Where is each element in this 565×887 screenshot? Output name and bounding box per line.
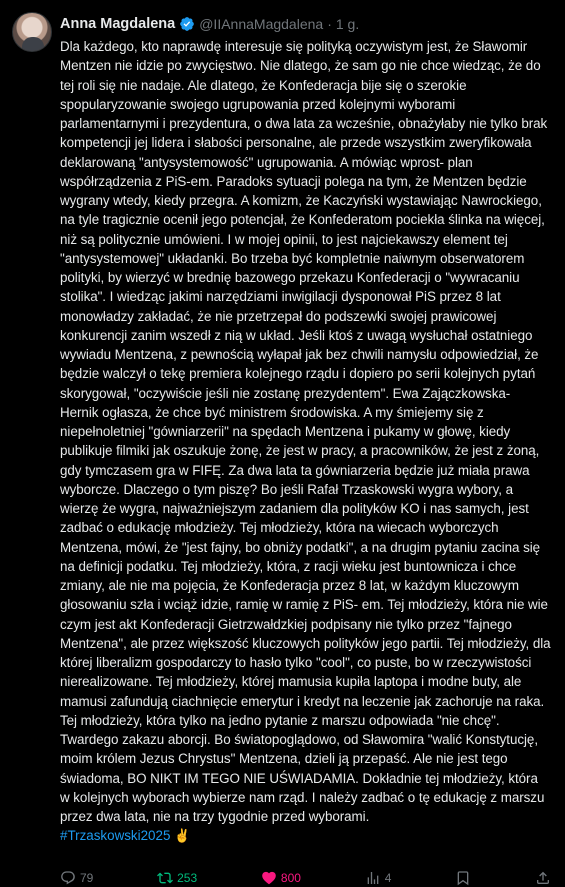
views-button[interactable]: [365, 870, 392, 886]
reply-button[interactable]: [60, 870, 93, 886]
share-button[interactable]: [535, 870, 551, 886]
tweet-content: [60, 12, 551, 879]
avatar-column: [12, 12, 52, 879]
like-icon: [261, 870, 277, 886]
views-count: 4: [384, 871, 392, 885]
tweet-text: Dla każdego, kto naprawdę interesuje się polityką oczywistym jest, że Sławomir Mentzen nie idzie po zwycięstwo. Nie dlatego, że sam go nie chce wiedząc, że do tej roli się nie nadaje. Ale dlatego, że Konfederacja bije się o szerokie spopularyzowanie swojego ugrupowania przed kolejnymi wyborami parlamentarnymi i prezydentura, o dwa lata za wcześnie, obnażyłaby nie tylko brak kompetencji jej lidera i słabości personalne, ale przede wszystkim zweryfikowała deklarowaną "antysystemowość" ugrupowania. A mówiąc wprost- plan współrządzenia z PiS-em. Paradoks sytuacji polega na tym, że Mentzen będzie wygrany wtedy, kiedy przegra. A komizm, że Kaczyński wystawiając Nawrockiego, na tyle tragicznie ocenił jego potencjał, że Konfederatom pociekła ślinka na więcej, niż są politycznie umówieni. I w mojej opinii, to jest najciekawszy element tej "antysystemowej" układanki. Bo trzeba być kompletnie naiwnym obserwatorem polityki, by wierzyć w brednię bazowego przekazu Konfederacji o "wywracaniu stolika". I wiedząc jakimi narzędziami inwigilacji dysponował PiS przez 8 lat monowładzy zakładać, że nie przetrzepał do podszewki swojej prawicowej konkurencji zanim wszedł z nią w układ. Jeśli ktoś z uwagą wysłuchał ostatniego wywiadu Mentzena, z pewnością wyłapał jak bez chwili namysłu odpowiedział, że będzie walczył o tekę premiera kolejnego rządu i dopiero po serii kolejnych pytań skorygował, "oczywiście jeśli nie zostanę prezydentem". Ewa Zajączkowska- Hernik ogłasza, że chce być ministrem środowiska. A my śmiejemy się z niepełnoletniej "gówniarzerii" na spędach Mentzena i pukamy w głowę, kiedy publikuje filmiki jak oszukuje żonę, że jest w pracy, a pracowników, że jest z żoną, gdy tymczasem gra w FIFĘ. Za dwa lata ta gówniarzeria będzie już miała prawa wyborcze. Dlaczego o tym piszę? Bo jeśli Rafał Trzaskowski wygra wybory, a wierzę że wygra, najważniejszym zadaniem dla polityków KO i nas samych, jest zadbać o edukację młodzieży. Tej młodzieży, która na wiecach wyborczych Mentzena, mówi, że "jest fajny, bo obniży podatki", a na drugim pytaniu zacina się na definicji podatku. Tej młodzieży, która, z racji wieku jest buntownicza i chce zmiany, ale nie ma pojęcia, że Konfederacja przez 8 lat, w każdym kluczowym głosowaniu szła i wciąż idzie, ramię w ramię z PiS- em. Tej młodzieży, która nie wie czym jest akt Konfederacji Gietrzwałdzkiej podpisany nie tylko przez "fajnego Mentzena", ale przez większość kluczowych polityków jego partii. Tej młodzieży, dla której liberalizm gospodarczy to hasło tylko "cool", co puste, bo w rzeczywistości nierealizowane. Tej młodzieży, której mamusia kupiła laptopa i modne buty, ale mamusi zafundują ciachnięcie emerytur i kredyt na leczenie jak zachoruje na raka. Tej młodzieży, która tylko na jedno pytanie z marszu odpowiada "nie chcę". Twardego zakazu aborcji. Bo światopoglądowo, od Sławomira "walić Konstytucję, moim królem Jezus Chrystus" Mentzena, dzieli ją przepaść. Ale nie jest tego świadoma, BO NIKT IM TEGO NIE UŚWIADAMIA. Dokładnie tej młodzieży, która w kolejnych wyborach wybierze nam rząd. I należy zadbać o tę edukację z marszu przez dwa lata, nie na trzy tygodnie przed wyborami.: [60, 39, 551, 824]
views-icon: [365, 870, 381, 886]
retweet-icon: [157, 870, 173, 886]
reply-icon: [60, 870, 76, 886]
hashtag-link[interactable]: #Trzaskowski2025: [60, 828, 171, 844]
retweet-button[interactable]: [157, 870, 197, 886]
tweet-actions: [60, 869, 551, 887]
author-handle[interactable]: @IIAnnaMagdalena: [199, 16, 324, 32]
like-button[interactable]: [261, 870, 301, 886]
reply-count: 79: [80, 871, 94, 885]
separator-dot: ·: [327, 16, 332, 32]
tweet-header: [60, 14, 551, 34]
bookmark-button[interactable]: [455, 870, 471, 886]
bookmark-icon: [455, 870, 471, 886]
hashtag-line: [60, 826, 551, 845]
author-name[interactable]: Anna Magdalena: [60, 16, 176, 32]
timestamp[interactable]: 1 g.: [335, 16, 360, 32]
like-count: 800: [280, 871, 301, 885]
share-icon: [535, 870, 551, 886]
retweet-count: 253: [177, 871, 198, 885]
verified-icon: [179, 16, 195, 32]
victory-hand-emoji: ✌️: [174, 828, 191, 844]
avatar[interactable]: [12, 12, 52, 52]
